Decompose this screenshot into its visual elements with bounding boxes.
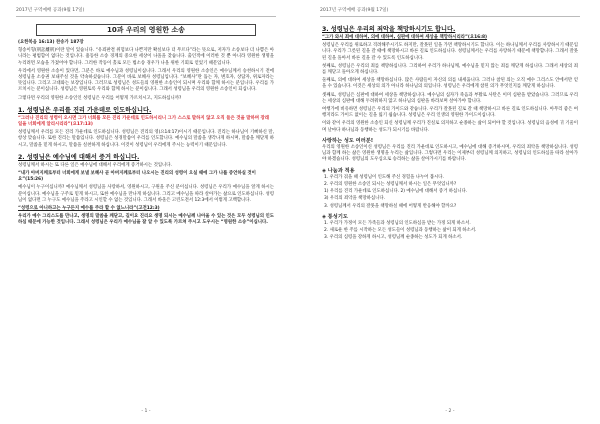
paragraph: 둘째로, 의에 대하여 세상을 책망하십니다. 많은 사람들이 자신의 의를 내세웁니다. 그러나 참된 의는 오직 예수 그리스도 안에서만 얻을 수 있습니다. 이것은 세상의 의가 아니라 하나님의 의입니다. 성령님은 우리에게 참된 의가 무엇인지를 깨닫게 하십니다. xyxy=(322,78,578,90)
list-item: 3) 우리의 죄악을 책망하십니다. xyxy=(324,196,385,202)
scripture-quote xyxy=(18,116,274,128)
section-heading: 1. 성령님은 우리를 진리 가운데로 인도하십니다. xyxy=(18,106,152,114)
application-heading: 사랑하는 성도 여러분! xyxy=(322,137,374,144)
list-item: 3. 우리의 심령을 강하게 하시고, 성령님께 순종하는 성도가 되게 하소서. xyxy=(324,235,463,241)
page-content xyxy=(312,17,588,242)
list-item: 1. 우리가 겪을 때 성령님이 인도해 주신 경험을 나누어 봅시다. xyxy=(324,174,444,180)
list-item: 1. 우리가 가정이 모든 가족들과 성령님의 인도하심을 받는 가정 되게 하소서. xyxy=(324,221,471,227)
page-1 xyxy=(8,6,284,418)
page-number: - 2 - xyxy=(445,409,455,414)
section-heading: 2. 성령님은 예수님에 대해서 증거 하십니다. xyxy=(18,153,140,161)
prayer-heading: ◈ 통성기도 xyxy=(322,213,348,220)
prayer-list xyxy=(322,221,578,242)
paragraph: 여행가에 비유하면 성령님은 우리의 가이드와 같습니다. 우리가 잘못된 길로 갈 때 책망하시고 바른 길로 인도하십니다. 아무리 좋은 여행지라도 가이드 없이는 길을 잃기 쉽습니다. 성령님은 우리 인생의 영원한 가이드이십니다. xyxy=(322,107,578,119)
paragraph: 셋째로, 성령님은 심판에 대하여 세상을 책망하십니다. 예수님의 십자가 죽음과 부활로 사탄은 이미 심판을 받았습니다. 그러므로 우리는 세상의 심판에 대해 두려워하지 않고 하나님의 심판을 바라보며 살아가야 합니다. xyxy=(322,92,578,104)
scripture-quote: “성령으로 아니하고는 누구든지 예수를 주라 할 수 없느니라”(고전12:3) xyxy=(18,206,160,212)
application-body: 우리의 영원한 소송인이신 성령님은 우리를 진리 가운데로 인도하시고, 예수님에 대해 증거하시며, 우리의 죄악을 책망하십니다. 성령님과 함께 하는 삶은 영원한 생명을 누리는 삶입니다. 그렇다면 우리는 이제부터 성령님께 의지하고, 성령님의 인도하심을 따라 살아가야 하겠습니다. 성령님의 도우심으로 승리하는 삶을 살아가시기를 바랍니다. xyxy=(322,145,578,163)
page-header: 2017년 구역예배 공과(9월 17일) xyxy=(320,6,580,17)
list-item: 2. 새로운 한 주를 시작하는 모든 성도들이 성령님과 동행하는 삶이 되게 하소서. xyxy=(324,228,477,234)
section-body: 예수님이 누구이십니까? 예수님께서 성령님을 사랑하셔, 영원하시고, 구원을 주신 분이십니다. 성령님은 우리가 예수님을 알게 하시는 분이십니다. 예수님을 구주로 믿게 하시고, 또한 예수님을 만나게 하십니다. 그리고 예수님을 따라 살아가는 삶으로 인도하십니다. 성령님이 없다면 그 누구도 예수님을 주라고 시인할 수 없는 것입니다. 그래서 바울은 고린도전서 12:3에서 이렇게 고백합니다. xyxy=(18,185,274,203)
lesson-title: 10과 우리의 영원한 소송 xyxy=(36,24,256,36)
paragraph: 첫째로, 성령님은 우리의 죄를 책망하십니다. 그리하여 우리가 하나님께, 예수님을 믿지 않는 죄를 깨닫게 하십니다. 그래서 세상의 죄를 깨닫고 돌아오게 하십니다. xyxy=(322,63,578,76)
page-number: - 1 - xyxy=(141,409,151,414)
section-closing: 우리가 예수 그리스도를 만나고, 생명의 말씀을 깨닫고, 길이요 진리요 생명 되시는 예수님께 나아올 수 있는 것은 모두 성령님의 인도하심 때문에 가능한 것입니다. 그래서 성령님은 우리가 예수님을 잘 알 수 있도록 가르쳐 주시고 도우시는 “영원한 소송”이십니다. xyxy=(18,214,274,226)
paragraph: 성령님은 우리를 위로하고 격려해주시기도 하지만, 잘못된 일을 가면 책망하시기도 합니다. 이는 하나님께서 우리를 사랑하시기 때문입니다. 우리가 그릇된 길을 갈 때에 책망하시고 바른 길로 인도하십니다. 성령님께서는 우리를 사랑하기 때문에 책망합니다. 그래서 잘못된 길을 돌아서 바른 길을 갈 수 있도록 인도하십니다. xyxy=(322,43,578,61)
paragraph: 우리에서 영원한 소송이 있다면, 그분은 바로 예수님과 성령님이십니다. 그래서 우리의 영원한 소송인은 예수님께서 승천하시기 전에 성령님을 소송권 보내주실 것을 약속하셨습니다. 그분이 바로 보혜사 성령님입니다. “보혜사”란 돕는 자, 변호자, 상담자, 위로자라는 뜻입니다. 그리고 고대와는 보장입니다. 그러므로 성령님은 성도들의 영원한 소송인이 되시며 우리와 함께 하시는 분입니다. 우리를 가르치시는 분이십니다. 성령님은 영원토록 우리와 함께 하시는 분이십니다. 그래서 성령님을 우리의 영원한 소송인이 되십니다. xyxy=(18,68,274,93)
section-heading: 3. 성령님은 우리의 죄악을 책망하시기도 합니다. xyxy=(322,26,456,33)
list-item: 3. 성령님께서 우리의 잘못을 책망하실 때에 어떻게 반응해야 할까요? xyxy=(324,203,457,209)
page-header: 2017년 구역예배 공과(9월 17일) xyxy=(16,6,276,17)
paragraph: 이와 같이 우리의 영원한 소송인 되신 성령님께 우리가 진실로 의지하고 순종하는 삶이 되어야 할 것입니다. 성령님의 음성에 귀 기울이며 날마다 하나님과 동행하는 성도가 되시기를 바랍니다. xyxy=(322,121,578,133)
quote-text: “내가 아버지께로부터 너희에게 보낼 보혜사 곧 아버지께로부터 나오시는 진리의 성령이 오실 때에 그가 나를 증언하실 것이요”(15:26) xyxy=(18,171,256,183)
sharing-list xyxy=(322,175,578,210)
quote-text: “그러나 진리의 성령이 오시면 그가 너희를 모든 진리 가운데로 인도하시리니 그가 스스로 말하지 않고 오직 들은 것을 말하며 장래 일을 너희에게 알리시리라”(요17:13) xyxy=(18,115,269,128)
quote-text: “그가 와서 죄에 대하여, 의에 대하여, 심판에 대하여 세상을 책망하시리라”(요16:8) xyxy=(322,35,488,40)
sharing-heading: ◈ 나눔과 적용 xyxy=(322,167,355,174)
page-2 xyxy=(312,6,588,418)
paragraph: 그렇다면 우리의 영원한 소송인인 성령님은 우리를 어떻게 가르치시고, 지도하십니까? xyxy=(18,95,182,101)
page-content xyxy=(8,17,284,227)
intro-paragraph: 형송이형(刑訟離刑)이란 말이 있습니다. “유죄판결 위험보다 나쁜지만 확실보다 더 무르다”라는 뜻으로, 저자가 소송보다 더 나쁨은 아니라는 평범함이 없다는 것입니다. 흉동한 소송 경계의 중요한 세상이 나올을 찾습니다. 출인적에 이러한 것 뿐 아니라 영원한 생명을 누리려면 모습을 가졌어야 합니다. 그러한 작동이 홀로 모든 법소송 경우가 나올 위한 기회로 얻었기 때문입니다. xyxy=(18,48,274,66)
section-intro: 성령님께서 하시는 또 다른 일은 예수님에 대해서 우리에게 증거하시는 것입니다. xyxy=(18,162,172,168)
section-body: 성령님께서 우리를 모든 진리 가운데로 인도하십니다. 성령님은 진리의 영(요14:17)이시기 때문입니다. 진리는 하나님이 기뻐하신 말, 항상 맞습니다. 또한 진리는 말씀입니다. 성령님은 성경말씀이 우리를 인도합니다. 예수님의 말씀을 생각나게 하시며, 말씀을 깨닫게 하시고, 말씀을 믿게 하시고, 말씀을 실천하게 하십니다. 이것이 성령님이 우리에게 주시는 능력이기 때문입니다. xyxy=(18,130,274,148)
list-item: 2. 우리의 영원한 소송인 되시는 성령님께서 하시는 일은 무엇입니까? xyxy=(324,182,457,188)
scripture-reference: (요한복음 16:13) 찬송가 187장 xyxy=(18,40,84,45)
scripture-quote xyxy=(18,171,274,183)
scripture-quote xyxy=(322,35,578,41)
list-item: 1) 우리를 진리 가운데로 인도하십니다. 2) 예수님에 대해서 증거 하십니다. xyxy=(324,189,468,195)
